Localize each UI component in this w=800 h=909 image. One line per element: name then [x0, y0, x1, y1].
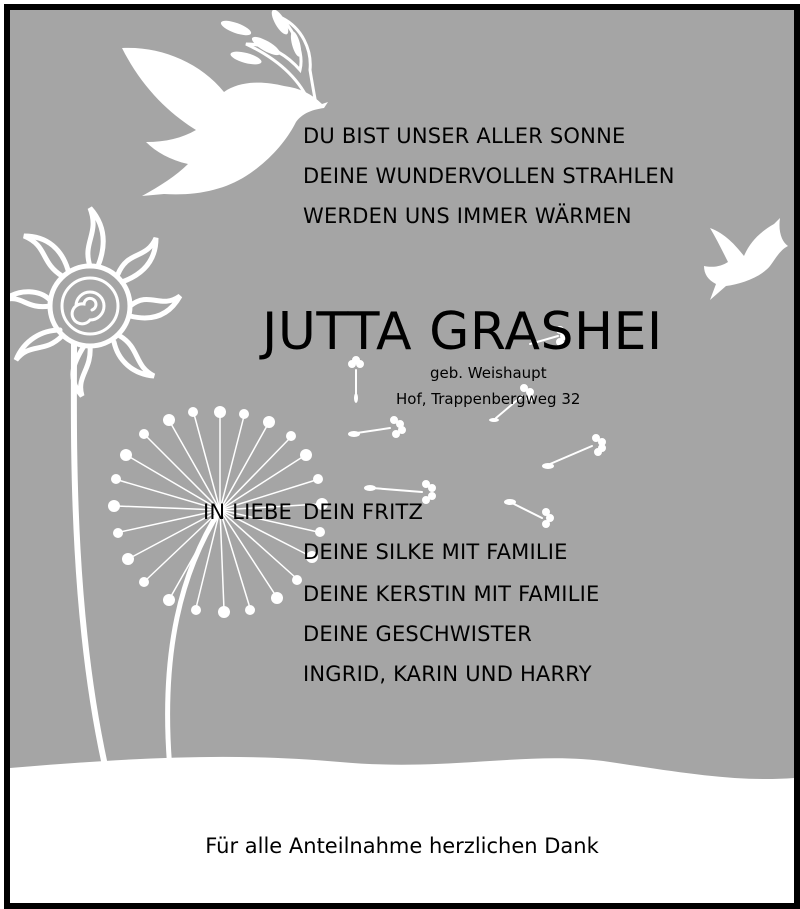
- address: Hof, Trappenbergweg 32: [396, 390, 581, 408]
- signature-line: DEIN FRITZ: [303, 500, 424, 524]
- seed-icon: [348, 417, 405, 437]
- birth-name: geb. Weishaupt: [430, 364, 547, 382]
- seed-icon: [349, 357, 363, 403]
- verse-line: WERDEN UNS IMMER WÄRMEN: [303, 204, 632, 228]
- dandelion-icon: [108, 406, 328, 770]
- deceased-name: JUTTA GRASHEI: [262, 302, 663, 362]
- seed-icon: [542, 435, 605, 469]
- ground-hill: [10, 757, 794, 903]
- verse-line: DU BIST UNSER ALLER SONNE: [303, 124, 626, 148]
- closing-thanks: Für alle Anteilnahme herzlichen Dank: [205, 834, 599, 858]
- signature-line: INGRID, KARIN UND HARRY: [303, 662, 592, 686]
- verse-line: DEINE WUNDERVOLLEN STRAHLEN: [303, 164, 675, 188]
- signature-line: DEINE SILKE MIT FAMILIE: [303, 540, 568, 564]
- sun-flower-icon: [10, 208, 180, 770]
- obituary-card: [4, 4, 800, 909]
- signature-intro: IN LIEBE: [203, 500, 293, 524]
- signature-line: DEINE KERSTIN MIT FAMILIE: [303, 582, 600, 606]
- seed-icon: [504, 499, 553, 527]
- dove-large-icon: [122, 10, 328, 196]
- dove-small-icon: [704, 218, 788, 300]
- signature-line: DEINE GESCHWISTER: [303, 622, 532, 646]
